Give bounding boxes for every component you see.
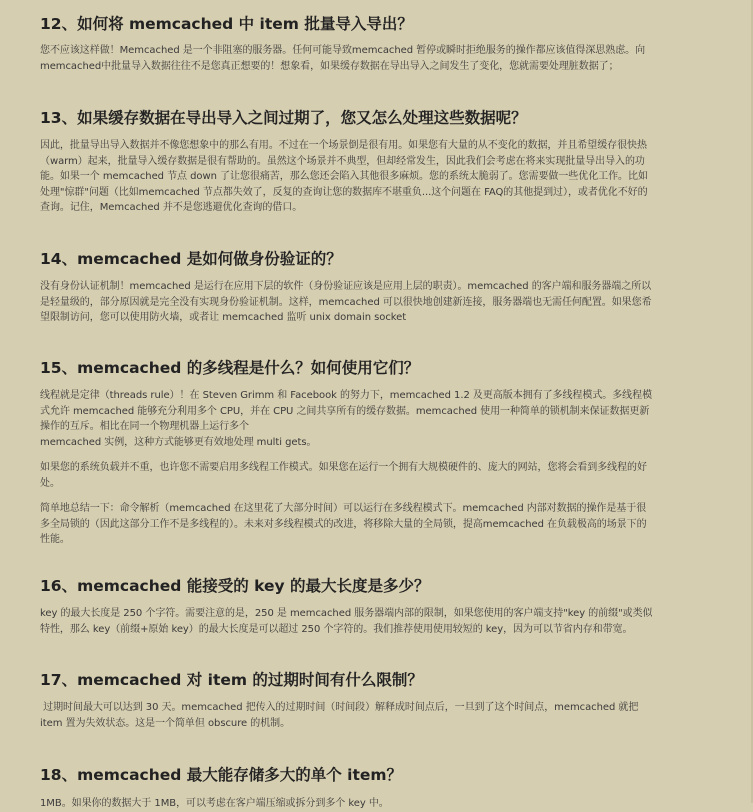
faq-section-14 [40,249,656,326]
section-paragraph: 您不应该这样做！Memcached 是一个非阻塞的服务器。任何可能导致memcached 暂停或瞬时拒绝服务的操作都应该值得深思熟虑。向 memcached中批量导入数据往往不是您真正想要的！想象看，如果缓存数据在导出导入之间发生了变化，您就需要处理脏数据了； [40,45,646,72]
section-paragraph: key 的最大长度是 250 个字符。需要注意的是，250 是 memcached 服务器端内部的限制，如果您使用的客户端支持"key 的前缀"或类似特性，那么 key（前缀+原始 key）的最大长度是可以超过 250 个字符的。我们推荐使用使用较短的 key，因为可以节省内存和带宽。 [40,608,653,635]
section-paragraph: 线程就是定律（threads rule）！在 Steven Grimm 和 Facebook 的努力下，memcached 1.2 及更高版本拥有了多线程模式。多线程模式允许 memcached 能够充分利用多个 CPU，并在 CPU 之间共享所有的缓存数据。memcached 使用一种简单的锁机制来保证数据更新操作的互斥。相比在同一个物理机器上运行多个 memcached 实例，这种方式能够更有效地处理 multi gets。 [40,390,653,448]
faq-section-13 [40,108,656,216]
section-heading: 18、memcached 最大能存储多大的单个 item？ [40,766,403,784]
faq-section-18 [40,765,656,812]
section-heading: 14、memcached 是如何做身份验证的？ [40,250,342,268]
section-heading: 13、如果缓存数据在导出导入之间过期了，您又怎么处理这些数据呢？ [40,109,527,127]
section-paragraph: 1MB。如果你的数据大于 1MB，可以考虑在客户端压缩或拆分到多个 key 中。 [40,798,389,809]
faq-section-16 [40,576,656,637]
section-heading: 17、memcached 对 item 的过期时间有什么限制？ [40,671,423,689]
section-paragraph: 简单地总结一下：命令解析（memcached 在这里花了大部分时间）可以运行在多线程模式下。memcached 内部对数据的操作是基于很多全局锁的（因此这部分工作不是多线程的）。未来对多线程模式的改进，将移除大量的全局锁，提高memcached 在负载极高的场景下的性能。 [40,503,647,545]
faq-section-15 [40,358,656,548]
section-paragraph: 因此，批量导出导入数据并不像您想象中的那么有用。不过在一个场景倒是很有用。如果您有大量的从不变化的数据，并且希望缓存很快热（warm）起来，批量导入缓存数据是很有帮助的。虽然这个场景并不典型，但却经常发生，因此我们会考虑在将来实现批量导出导入的功能。如果一个 memcached 节点 down 了让您很痛苦，那么您还会陷入其他很多麻烦。您的系统太脆弱了。您需要做一些优化工作。比如处理"惊群"问题（比如memcached 节点都失效了，反复的查询让您的数据库不堪重负...这个问题在 FAQ的其他提到过），或者优化不好的查询。记住，Memcached 并不是您逃避优化查询的借口。 [40,140,648,213]
section-paragraph: 过期时间最大可以达到 30 天。memcached 把传入的过期时间（时间段）解释成时间点后，一旦到了这个时间点，memcached 就把 item 置为失效状态。这是一个简单但 obscure 的机制。 [40,702,642,729]
section-heading: 16、memcached 能接受的 key 的最大长度是多少？ [40,577,430,595]
faq-section-17 [40,670,656,731]
faq-section-12 [40,14,656,74]
section-heading: 15、memcached 的多线程是什么？如何使用它们？ [40,359,420,377]
section-heading: 12、如何将 memcached 中 item 批量导入导出？ [40,15,413,33]
section-paragraph: 没有身份认证机制！memcached 是运行在应用下层的软件（身份验证应该是应用上层的职责）。memcached 的客户端和服务器端之所以是轻量级的，部分原因就是完全没有实现身份验证机制。这样，memcached 可以很快地创建新连接，服务器端也无需任何配置。如果您希望限制访问，您可以使用防火墙，或者让 memcached 监听 unix domain socket [40,281,652,323]
section-paragraph: 如果您的系统负载并不重，也许您不需要启用多线程工作模式。如果您在运行一个拥有大规模硬件的、庞大的网站，您将会看到多线程的好处。 [40,462,647,489]
